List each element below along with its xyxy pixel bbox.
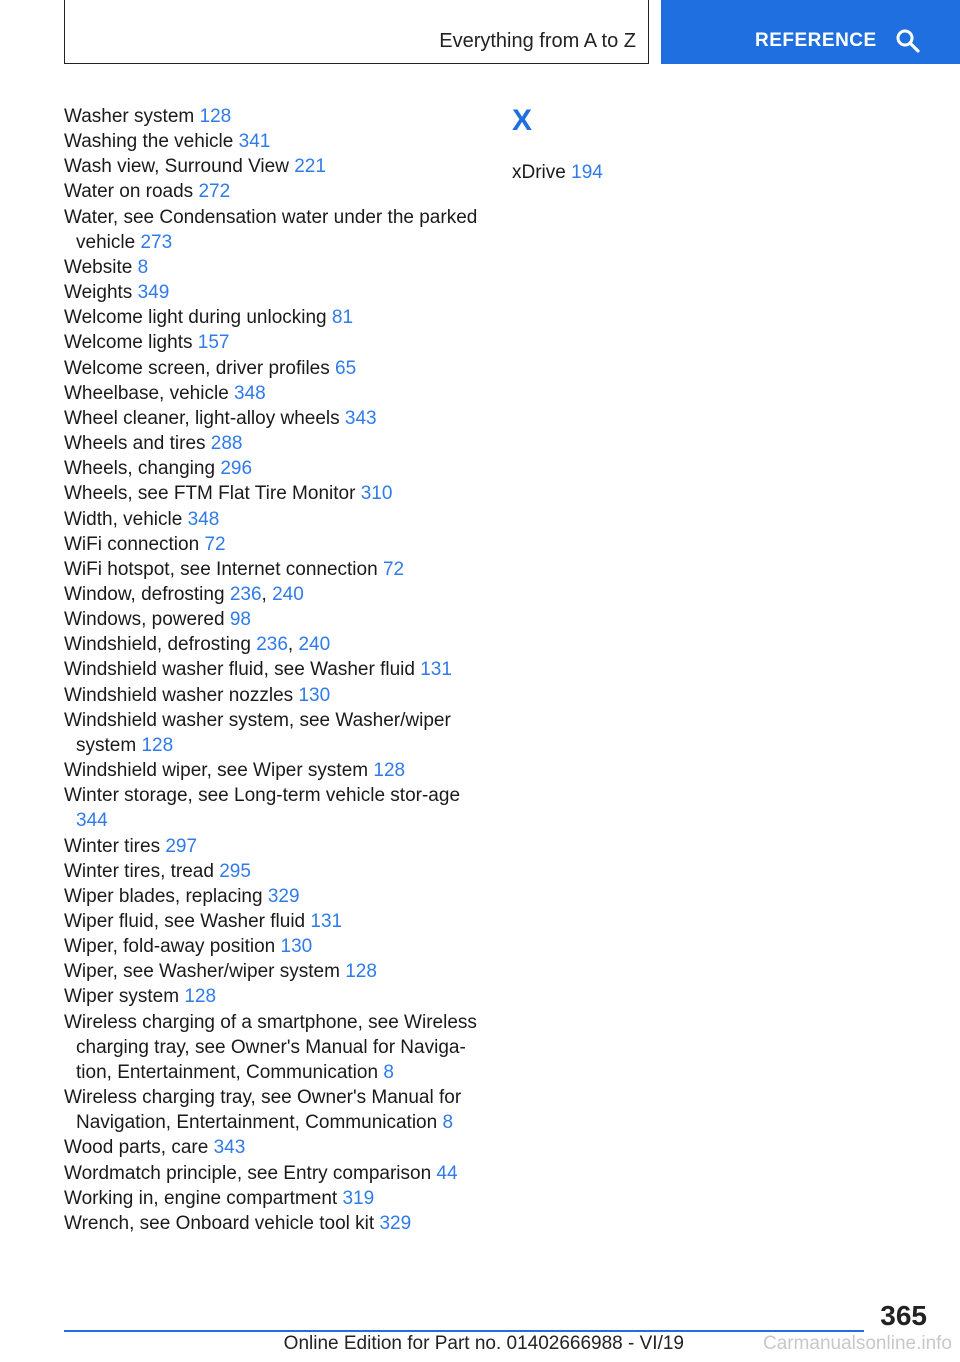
page-link[interactable]: 319: [342, 1187, 375, 1209]
index-column-left: [64, 104, 494, 1236]
page-link[interactable]: 240: [272, 583, 304, 605]
page-link[interactable]: 221: [294, 156, 326, 178]
page-link[interactable]: 273: [140, 231, 173, 253]
index-entry: [64, 909, 494, 934]
index-entry: [64, 381, 494, 406]
entry-term: Weights: [64, 282, 133, 304]
index-entry: [64, 129, 494, 154]
index-entry: [64, 1161, 494, 1186]
index-entry: [64, 507, 494, 532]
entry-term: Wiper, fold-away position: [64, 936, 276, 958]
entry-term: Width, vehicle: [64, 508, 183, 530]
index-entry: [64, 859, 494, 884]
entry-term: Washer system: [64, 106, 195, 127]
entry-term: Website: [64, 256, 133, 278]
page-link[interactable]: 157: [197, 332, 230, 354]
index-entry: Windshield, defrosting 236, 240: [64, 634, 331, 656]
entry-term: Working in, engine compartment: [64, 1187, 338, 1209]
page-link[interactable]: 349: [137, 282, 170, 304]
page-link[interactable]: 343: [344, 407, 377, 429]
edition-info: Online Edition for Part no. 01402666988 - VI/19: [283, 1333, 684, 1354]
page-link[interactable]: 288: [210, 433, 243, 455]
page-link[interactable]: 44: [436, 1162, 458, 1184]
entry-term: Wash view, Surround View: [64, 156, 289, 178]
search-icon[interactable]: [895, 28, 921, 54]
page-link[interactable]: 341: [238, 131, 271, 153]
page-link[interactable]: 81: [331, 307, 354, 329]
letter-heading: X: [512, 104, 533, 137]
page-link[interactable]: 72: [382, 558, 405, 580]
entry-term: Washing the vehicle: [64, 131, 234, 153]
reference-tab[interactable]: [661, 0, 960, 64]
entry-term: Windshield, defrosting: [64, 634, 251, 656]
index-entry: [64, 1135, 494, 1160]
section-title: Everything from A to Z: [439, 30, 636, 52]
page-link[interactable]: 236: [256, 634, 288, 656]
index-entry: [512, 160, 912, 185]
index-entry: [64, 481, 494, 506]
index-entry: [64, 255, 494, 280]
entry-term: Welcome lights: [64, 332, 193, 354]
entry-term: Wiper system: [64, 986, 180, 1008]
page-link[interactable]: 8: [442, 1112, 454, 1134]
entry-term: Wheels, see FTM Flat Tire Monitor: [64, 483, 356, 505]
index-entry: [64, 456, 494, 481]
page-link[interactable]: 128: [345, 961, 377, 983]
page-link[interactable]: 130: [280, 936, 313, 958]
index-entry: [64, 305, 494, 330]
page-link[interactable]: 72: [204, 533, 226, 555]
index-entry: [64, 330, 494, 355]
index-entry: [64, 758, 494, 783]
header-section-box: [64, 0, 649, 64]
entry-term: Winter tires, tread: [64, 860, 214, 882]
page-link[interactable]: 128: [184, 986, 217, 1008]
index-column-right: [512, 104, 912, 185]
watermark: Carmanualsonline.info: [762, 1333, 952, 1354]
entry-term: Wireless charging of a smartphone, see Wireless charging tray, see Owner's Manual for Naviga-tion, Entertainment, Communication: [64, 1011, 477, 1083]
page-link[interactable]: 348: [234, 382, 266, 404]
entry-term: Windshield wiper, see Wiper system: [64, 760, 369, 782]
index-entry: Window, defrosting 236, 240: [64, 583, 304, 605]
page-link[interactable]: 8: [137, 256, 149, 278]
page-link[interactable]: 131: [310, 911, 343, 932]
entry-term: xDrive: [512, 162, 566, 183]
page-link[interactable]: 236: [229, 583, 262, 605]
page-link[interactable]: 344: [76, 810, 108, 832]
entry-term: Welcome light during unlocking: [64, 307, 327, 329]
page-link[interactable]: 329: [267, 885, 300, 907]
page-link[interactable]: 297: [165, 835, 198, 857]
page-link[interactable]: 272: [198, 181, 231, 203]
page-link[interactable]: 343: [213, 1137, 246, 1159]
index-entry: [64, 205, 494, 255]
entry-term: Windshield washer nozzles: [64, 684, 294, 706]
page-link[interactable]: 128: [373, 760, 406, 782]
index-entry: [64, 959, 494, 984]
page-link[interactable]: 65: [335, 357, 357, 379]
entry-term: WiFi connection: [64, 533, 200, 555]
entry-term: Winter storage, see Long-term vehicle stor-age: [64, 785, 461, 807]
entry-term: Windows, powered: [64, 609, 225, 631]
page-link[interactable]: 348: [187, 508, 220, 530]
page-link[interactable]: 128: [141, 734, 174, 756]
page-link[interactable]: 130: [298, 684, 331, 706]
entry-term: Wood parts, care: [64, 1137, 209, 1159]
index-entry: [64, 934, 494, 959]
index-entries-x: [512, 160, 912, 185]
index-entry: [64, 280, 494, 305]
index-entry: [64, 356, 494, 381]
index-entry: [64, 708, 494, 758]
reference-label: REFERENCE: [755, 30, 877, 51]
entry-term: Wiper, see Washer/wiper system: [64, 961, 340, 983]
entry-term: Windshield washer system, see Washer/wiper system: [64, 709, 451, 756]
index-entry: [64, 657, 494, 682]
index-entry: [64, 884, 494, 909]
page-link[interactable]: 295: [219, 860, 251, 882]
index-entry: [64, 431, 494, 456]
index-entry: [64, 1211, 494, 1236]
index-entry: [64, 834, 494, 859]
index-entry: [64, 179, 494, 204]
index-entry: [64, 104, 494, 129]
entry-term: Wireless charging tray, see Owner's Manual for Navigation, Entertainment, Communication: [64, 1087, 462, 1134]
entry-term: Windshield washer fluid, see Washer fluid: [64, 659, 415, 681]
entry-term: Wiper fluid, see Washer fluid: [64, 911, 306, 932]
page-number: 365: [880, 1300, 927, 1331]
page-link[interactable]: 240: [298, 634, 331, 656]
index-entry: [64, 557, 494, 582]
entry-term: Winter tires: [64, 835, 161, 857]
entry-term: Wheelbase, vehicle: [64, 382, 229, 404]
index-entry: [64, 984, 494, 1009]
index-entry: [64, 607, 494, 632]
entry-term: Wordmatch principle, see Entry comparison: [64, 1162, 432, 1184]
entry-term: Welcome screen, driver profiles: [64, 357, 330, 379]
index-entry: [64, 1010, 494, 1085]
index-entry: [64, 532, 494, 557]
page-link[interactable]: 194: [571, 162, 603, 183]
entry-term: Wiper blades, replacing: [64, 885, 263, 907]
index-entry: [64, 1085, 494, 1135]
footer-rule: [64, 1330, 864, 1332]
entry-term: Wheels and tires: [64, 433, 206, 455]
index-entry: [64, 1186, 494, 1211]
entry-term: Wheel cleaner, light-alloy wheels: [64, 407, 340, 429]
page-link[interactable]: 329: [379, 1212, 412, 1234]
index-entry: [64, 683, 494, 708]
page-link[interactable]: 98: [229, 609, 251, 631]
page-link[interactable]: 310: [360, 483, 393, 505]
entry-term: Wrench, see Onboard vehicle tool kit: [64, 1212, 375, 1234]
entry-term: Water, see Condensation water under the parked vehicle: [64, 206, 478, 253]
page-link[interactable]: 128: [199, 106, 232, 127]
index-entry: [64, 154, 494, 179]
index-entry: [64, 406, 494, 431]
page-link[interactable]: 131: [420, 659, 452, 681]
page-link[interactable]: 8: [383, 1061, 394, 1083]
page-link[interactable]: 296: [220, 458, 253, 480]
entry-term: Water on roads: [64, 181, 194, 203]
entry-term: WiFi hotspot, see Internet connection: [64, 558, 378, 580]
entry-term: Wheels, changing: [64, 458, 216, 480]
entry-term: Window, defrosting: [64, 583, 225, 605]
index-entry: [64, 783, 494, 833]
